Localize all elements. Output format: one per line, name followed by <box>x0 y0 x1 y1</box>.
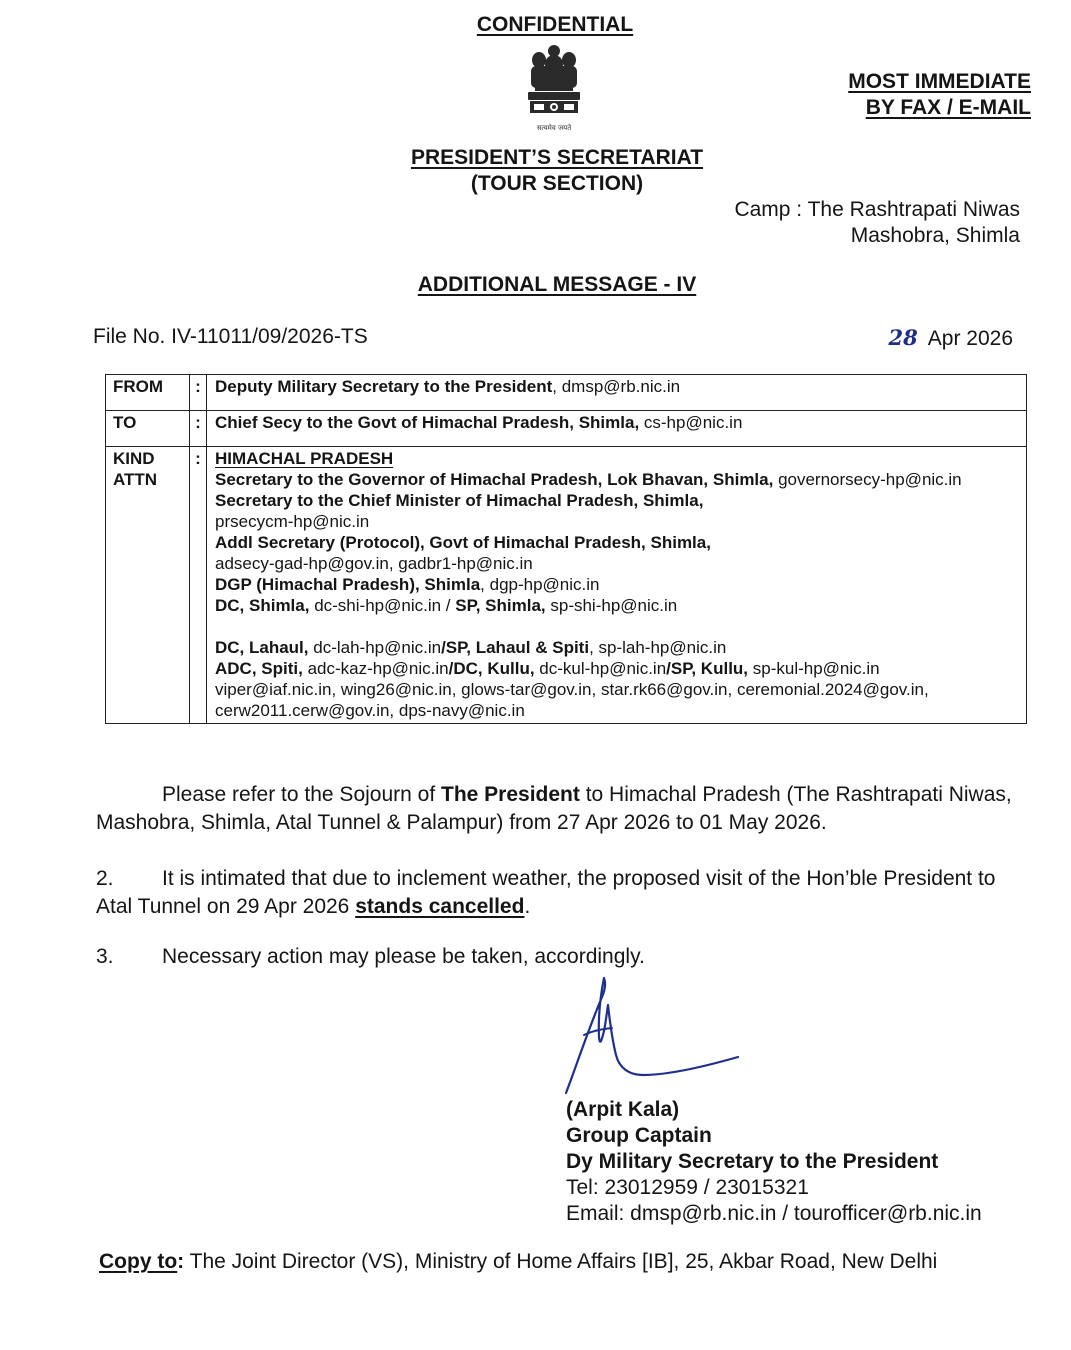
recipient-email: adc-kaz-hp@nic.in <box>302 659 449 678</box>
recipient-email: dc-shi-hp@nic.in <box>309 596 442 615</box>
recipient-name: /DC, Kullu, <box>448 659 535 678</box>
copy-to-colon: : <box>177 1250 185 1273</box>
kind-attn-row <box>106 447 1027 724</box>
signatory-email: Email: dmsp@rb.nic.in / tourofficer@rb.nic.in <box>566 1202 982 1225</box>
signatory-designation: Dy Military Secretary to the President <box>566 1150 939 1173</box>
recipient-name: DGP (Himachal Pradesh), Shimla <box>215 575 481 594</box>
paragraph-2 <box>96 865 1031 921</box>
recipient-email: prsecycm-hp@nic.in <box>215 512 370 531</box>
recipient-email-list-2: cerw2011.cerw@gov.in, dps-navy@nic.in <box>215 701 525 720</box>
to-row <box>106 411 1027 447</box>
priority-line-1: MOST IMMEDIATE <box>848 70 1031 93</box>
recipient-name: /SP, Kullu, <box>666 659 749 678</box>
recipient-email: , sp-lah-hp@nic.in <box>589 638 727 657</box>
to-name: Chief Secy to the Govt of Himachal Pradesh, Shimla, <box>215 413 640 432</box>
priority-marking <box>848 69 1031 121</box>
state-emblem-icon <box>519 42 589 134</box>
recipient-email: adsecy-gad-hp@gov.in, gadbr1-hp@nic.in <box>215 554 533 573</box>
paragraph-2-text: It is intimated that due to inclement weather, the proposed visit of the Hon’ble President to Atal Tunnel on 29 Apr 2026 <box>96 867 996 918</box>
copy-to-text: The Joint Director (VS), Ministry of Home Affairs [IB], 25, Akbar Road, New Delhi <box>184 1250 938 1273</box>
kind-attn-label-line-2: ATTN <box>113 470 158 489</box>
recipient-chief-minister <box>215 490 1020 532</box>
copy-to-label: Copy to <box>99 1250 178 1273</box>
paragraph-1-text: Please refer to the Sojourn of <box>162 783 441 806</box>
redacted-line <box>215 616 1020 637</box>
recipient-name: Addl Secretary (Protocol), Govt of Himachal Pradesh, Shimla, <box>215 533 711 552</box>
paragraph-3-text: Necessary action may please be taken, accordingly. <box>162 945 645 968</box>
from-label: FROM <box>106 375 190 411</box>
signatory-telephone: Tel: 23012959 / 23015321 <box>566 1176 809 1199</box>
office-heading <box>0 145 1071 197</box>
paragraph-2-bold: stands cancelled <box>355 895 525 918</box>
paragraph-1 <box>96 781 1031 837</box>
month-year: Apr 2026 <box>927 327 1013 350</box>
paragraph-2-number: 2. <box>96 867 114 890</box>
letter-date <box>889 325 1013 351</box>
recipient-name: Secretary to the Governor of Himachal Pradesh, Lok Bhavan, Shimla, <box>215 470 774 489</box>
recipient-email: dc-lah-hp@nic.in <box>308 638 442 657</box>
recipient-lahaul <box>215 637 1020 658</box>
recipient-dgp <box>215 574 1020 595</box>
to-value <box>207 411 1027 447</box>
signatory-name: (Arpit Kala) <box>566 1098 680 1121</box>
camp-line-2: Mashobra, Shimla <box>850 224 1020 247</box>
recipient-protocol <box>215 532 1020 574</box>
from-value <box>207 375 1027 411</box>
paragraph-3-number: 3. <box>96 945 114 968</box>
classification-heading: CONFIDENTIAL <box>476 13 634 36</box>
kind-attn-heading: HIMACHAL PRADESH <box>215 449 394 468</box>
recipient-email: governorsecy-hp@nic.in <box>773 470 962 489</box>
priority-line-2: BY FAX / E-MAIL <box>865 96 1031 119</box>
signatory-rank: Group Captain <box>566 1124 712 1147</box>
kind-attn-colon: : <box>190 447 207 724</box>
recipient-email: , dgp-hp@nic.in <box>480 575 600 594</box>
camp-address <box>734 197 1020 249</box>
file-number: File No. IV-11011/09/2026-TS <box>93 325 368 348</box>
camp-line-1: Camp : The Rashtrapati Niwas <box>734 198 1020 221</box>
to-label: TO <box>106 411 190 447</box>
from-row <box>106 375 1027 411</box>
recipient-spiti-kullu <box>215 658 1020 679</box>
recipient-email: sp-kul-hp@nic.in <box>748 659 880 678</box>
kind-attn-label <box>106 447 190 724</box>
to-colon: : <box>190 411 207 447</box>
paragraph-2-text-end: . <box>524 895 531 918</box>
recipient-shimla <box>215 595 1020 616</box>
recipient-email: sp-shi-hp@nic.in <box>545 596 678 615</box>
recipient-name: DC, Shimla, <box>215 596 310 615</box>
from-colon: : <box>190 375 207 411</box>
kind-attn-value <box>207 447 1027 724</box>
separator: / <box>441 596 456 615</box>
from-email: , dmsp@rb.nic.in <box>552 377 681 396</box>
paragraph-1-bold: The President <box>441 783 580 806</box>
recipient-name: /SP, Lahaul & Spiti <box>441 638 590 657</box>
from-name: Deputy Military Secretary to the President <box>215 377 553 396</box>
office-name: PRESIDENT’S SECRETARIAT <box>410 146 704 169</box>
signature-block <box>566 1097 982 1227</box>
recipient-name: Secretary to the Chief Minister of Himachal Pradesh, Shimla, <box>215 491 704 510</box>
svg-text:सत्यमेव जयते: सत्यमेव जयते <box>536 124 572 132</box>
kind-attn-label-line-1: KIND <box>113 449 155 468</box>
recipient-name: SP, Shimla, <box>455 596 546 615</box>
recipient-name: ADC, Spiti, <box>215 659 303 678</box>
address-table <box>105 374 1027 724</box>
office-section: (TOUR SECTION) <box>470 172 644 195</box>
recipient-name: DC, Lahaul, <box>215 638 309 657</box>
recipient-email: dc-kul-hp@nic.in <box>534 659 667 678</box>
to-email: cs-hp@nic.in <box>639 413 743 432</box>
paragraph-3 <box>96 943 1031 971</box>
handwritten-signature <box>558 975 748 1100</box>
copy-to <box>99 1250 937 1274</box>
paragraph-1-text-end: to Himachal Pradesh (The Rashtrapati Niwas, Mashobra, Shimla, Atal Tunnel & Palampur) from 27 Apr 2026 to 01 May 2026. <box>96 783 1012 834</box>
recipient-email-list-1: viper@iaf.nic.in, wing26@nic.in, glows-tar@gov.in, star.rk66@gov.in, ceremonial.2024@gov.in, <box>215 680 929 699</box>
handwritten-day: 28 <box>888 325 918 350</box>
message-title: ADDITIONAL MESSAGE - IV <box>417 273 697 296</box>
recipient-governor <box>215 469 1020 490</box>
